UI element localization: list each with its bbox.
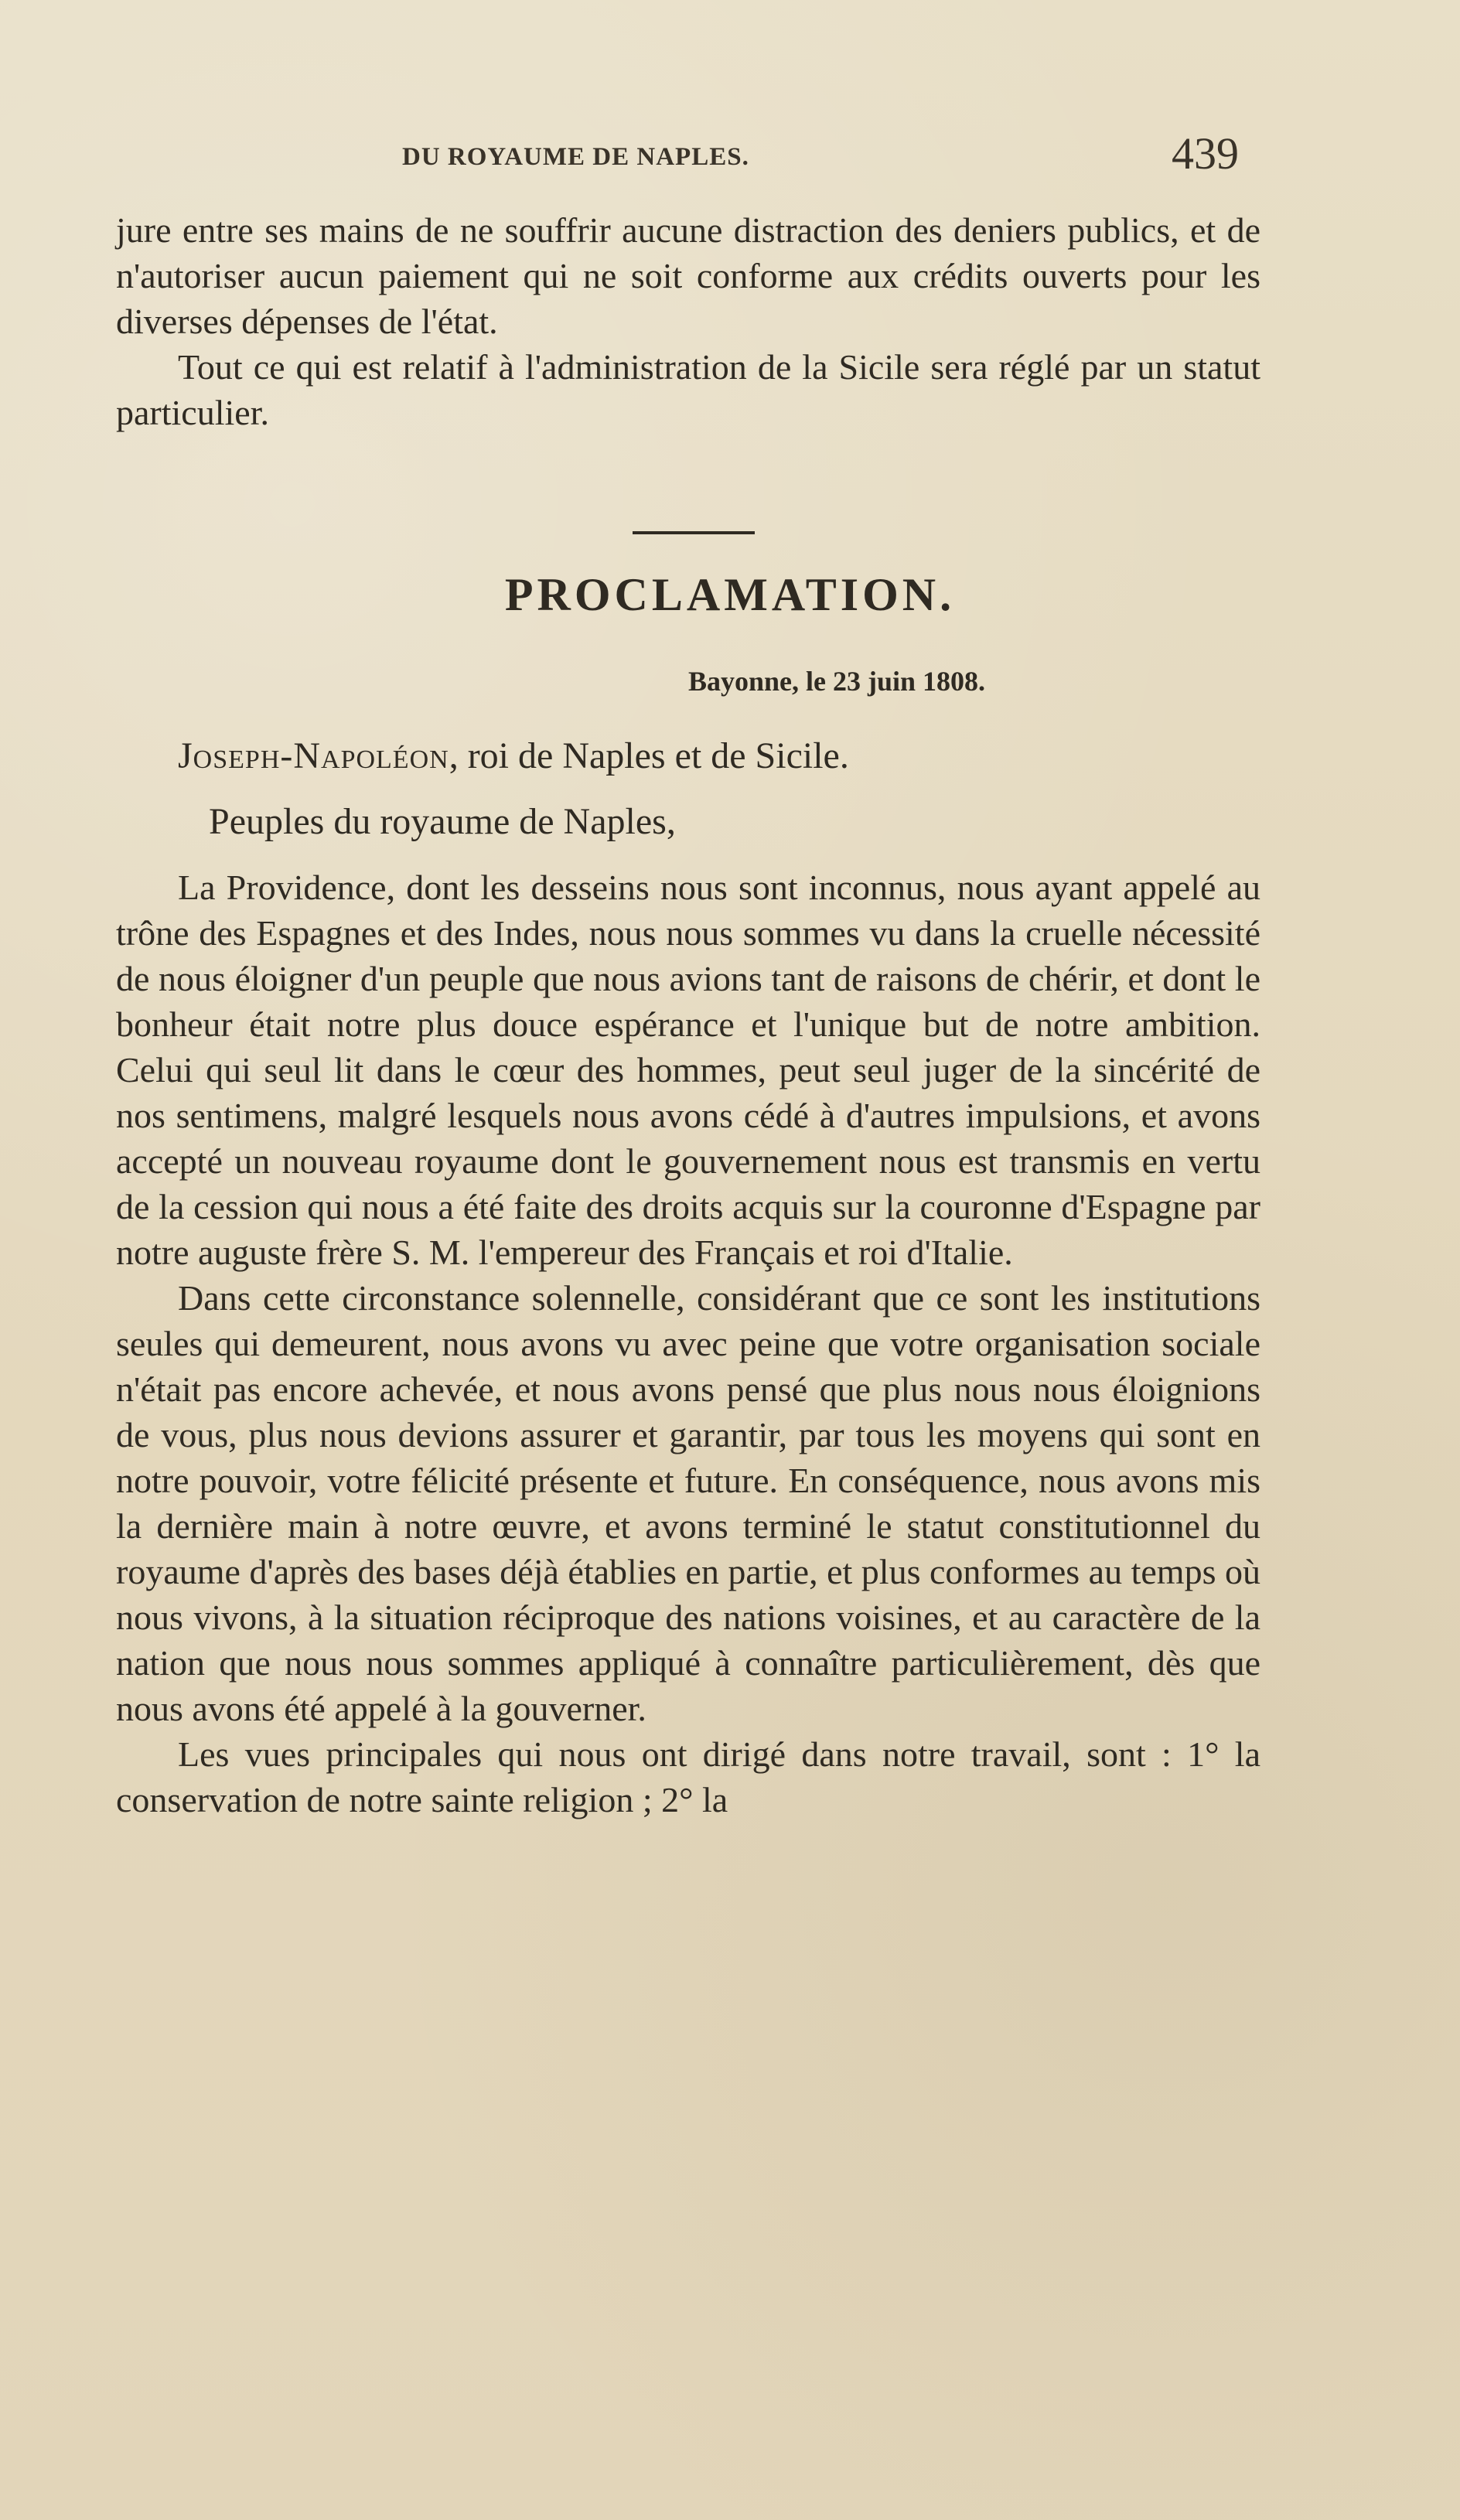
author-name: Joseph-Napoléon [178, 735, 449, 776]
running-header: DU ROYAUME DE NAPLES. [402, 143, 749, 171]
paragraph-institutions: Dans cette circonstance solennelle, considérant que ce sont les institutions seules qui demeurent, nous avons vu avec peine que votre organisation sociale n'était pas encore achevée, et nous avons pensé que plus nous nous éloignions de vous, plus nous devions assurer et garantir, par tous les moyens qui sont en notre pouvoir, votre félicité présente et future. En conséquence, nous avons mis la dernière main à notre œuvre, et avons terminé le statut constitutionnel du royaume d'après des bases déjà établies en partie, et plus conformes au temps où nous vivons, à la situation réciproque des nations voisines, et au caractère de la nation que nous nous sommes appliqué à connaître particulièrement, dès que nous avons été appelé à la gouverner. [116, 1278, 1260, 1728]
dateline: Bayonne, le 23 juin 1808. [688, 666, 986, 697]
top-text-block [116, 207, 1260, 435]
paragraph-sicily: Tout ce qui est relatif à l'administration de la Sicile sera réglé par un statut particulier. [116, 347, 1260, 432]
paragraph-principal-views: Les vues principales qui nous ont dirigé dans notre travail, sont : 1° la conservation de notre sainte religion ; 2° la [116, 1734, 1260, 1819]
proclamation-body [116, 864, 1260, 1823]
section-divider [633, 531, 755, 534]
paragraph-providence: La Providence, dont les desseins nous sont inconnus, nous ayant appelé au trône des Espagnes et des Indes, nous nous sommes vu dans la cruelle nécessité de nous éloigner d'un peuple que nous avions tant de raisons de chérir, et dont le bonheur était notre plus douce espérance et l'unique but de notre ambition. Celui qui seul lit dans le cœur des hommes, peut seul juger de la sincérité de nos sentimens, malgré lesquels nous avons cédé à d'autres impulsions, et avons accepté un nouveau royaume dont le gouvernement nous est transmis en vertu de la cession qui nous a été faite des droits acquis sur la couronne d'Espagne par notre auguste frère S. M. l'empereur des Français et roi d'Italie. [116, 868, 1260, 1272]
author-line [178, 735, 849, 777]
paragraph-continued: jure entre ses mains de ne souffrir aucune distraction des deniers publics, et de n'autoriser aucun paiement qui ne soit conforme aux crédits ouverts pour les diverses dépenses de l'état. [116, 210, 1260, 341]
author-title: , roi de Naples et de Sicile. [449, 735, 849, 776]
page-number: 439 [1172, 128, 1239, 179]
proclamation-title: PROCLAMATION. [504, 569, 956, 620]
salutation: Peuples du royaume de Naples, [209, 801, 676, 842]
